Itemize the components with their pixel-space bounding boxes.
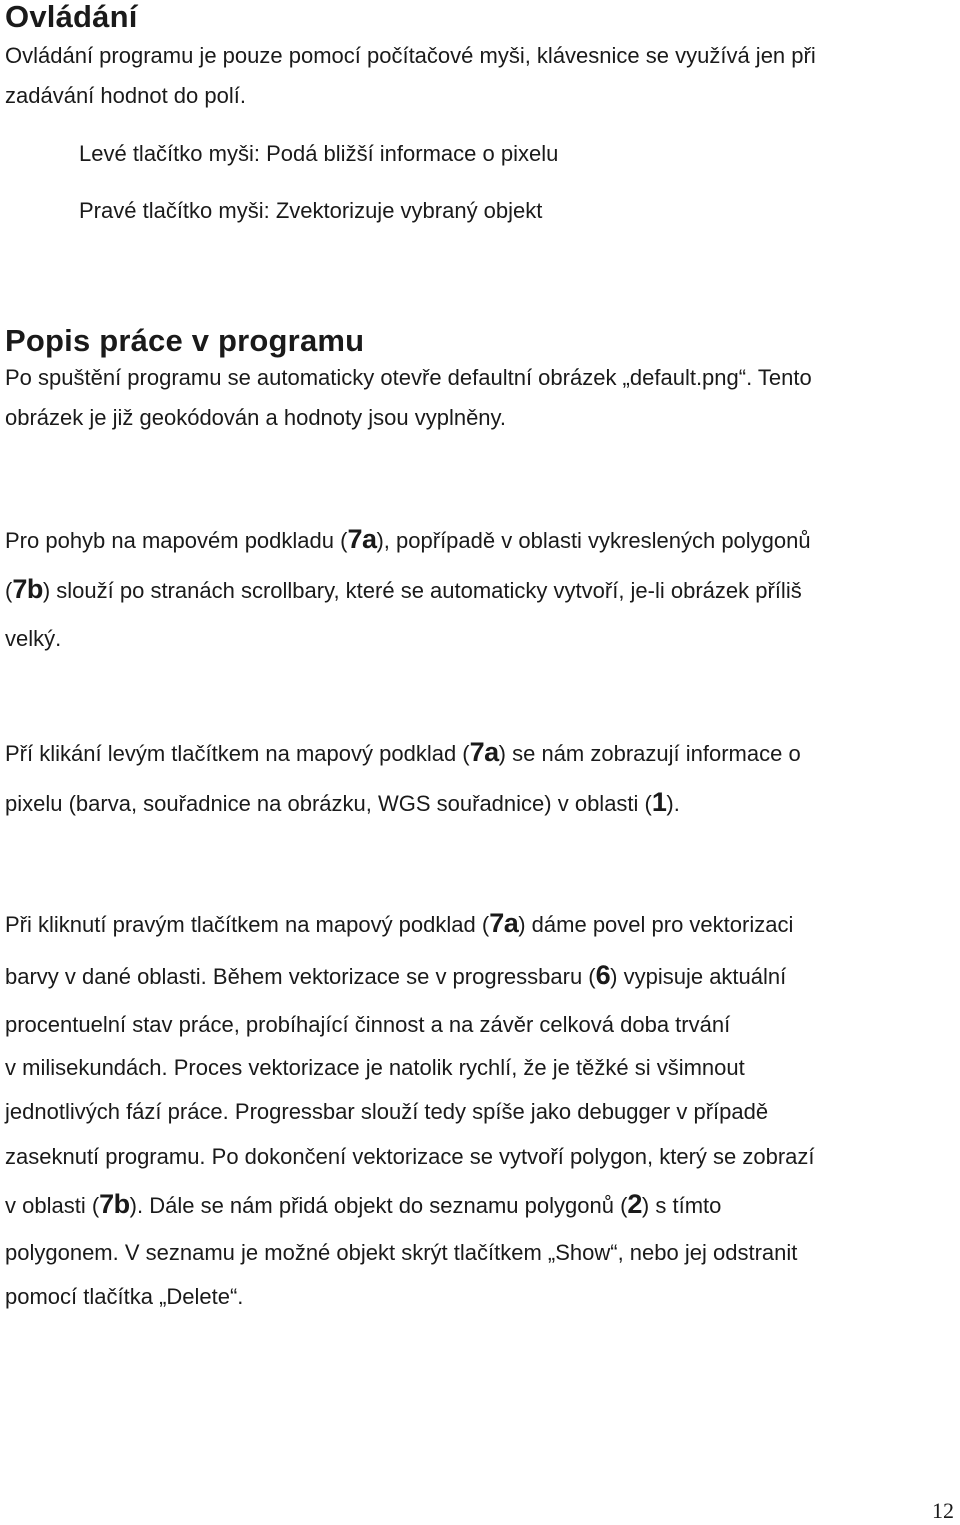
text-fragment: Pro pohyb na mapovém podkladu ( [5, 528, 348, 553]
text-fragment: ) s tímto [641, 1193, 722, 1218]
reference-7b: 7b [99, 1189, 130, 1219]
section-heading-ovladani: Ovládání [5, 0, 138, 34]
page-number: 12 [932, 1498, 954, 1523]
section-heading-popis: Popis práce v programu [5, 323, 365, 358]
text-fragment: ) dáme povel pro vektorizaci [518, 912, 794, 937]
reference-7a: 7a [347, 524, 377, 554]
text-fragment: ), popřípadě v oblasti vykreslených polygonů [376, 528, 811, 553]
text-fragment: ) vypisuje aktuální [610, 964, 787, 989]
text-fragment: ). [666, 791, 680, 816]
paragraph-right-click-line-9: pomocí tlačítka „Delete“. [5, 1284, 244, 1309]
intro-line-2: zadávání hodnot do polí. [5, 83, 246, 108]
intro-line-1: Ovládání programu je pouze pomocí počítačové myši, klávesnice se využívá jen při [5, 43, 816, 68]
text-fragment: pixelu (barva, souřadnice na obrázku, WGS souřadnice) v oblasti ( [5, 791, 652, 816]
text-fragment: barvy v dané oblasti. Během vektorizace se v progressbaru ( [5, 964, 596, 989]
paragraph-right-click-line-3: procentuelní stav práce, probíhající činnost a na závěr celková doba trvání [5, 1012, 731, 1037]
text-fragment: ). Dále se nám přidá objekt do seznamu polygonů ( [129, 1193, 628, 1218]
paragraph-scrollbars-line-3: velký. [5, 626, 62, 651]
paragraph-startup-line-1: Po spuštění programu se automaticky otevře defaultní obrázek „default.png“. Tento [5, 365, 812, 390]
text-fragment: ( [5, 578, 13, 603]
paragraph-right-click-line-2 [5, 950, 955, 1002]
paragraph-startup [5, 358, 955, 438]
reference-6: 6 [595, 960, 611, 990]
paragraph-scrollbars-line-1 [5, 515, 955, 565]
text-fragment: v oblasti ( [5, 1193, 100, 1218]
text-fragment: Pří klikání levým tlačítkem na mapový podklad ( [5, 741, 470, 766]
paragraph-left-click-line-2 [5, 778, 955, 828]
paragraph-right-click [5, 898, 955, 1319]
reference-1: 1 [651, 787, 667, 817]
paragraph-startup-line-2: obrázek je již geokódován a hodnoty jsou vyplněny. [5, 405, 507, 430]
reference-2: 2 [627, 1189, 642, 1219]
paragraph-right-click-line-8: polygonem. V seznamu je možné objekt skrýt tlačítkem „Show“, nebo jej odstranit [5, 1240, 798, 1265]
paragraph-right-click-line-7 [5, 1179, 955, 1231]
right-click-description: Pravé tlačítko myši: Zvektorizuje vybraný objekt [79, 198, 543, 223]
left-click-description: Levé tlačítko myši: Podá bližší informace o pixelu [79, 141, 559, 166]
paragraph-right-click-line-5: jednotlivých fází práce. Progressbar slouží tedy spíše jako debugger v případě [5, 1099, 769, 1124]
paragraph-left-click-line-1 [5, 728, 955, 778]
paragraph-scrollbars-line-2 [5, 565, 955, 615]
ovladani-section [5, 0, 955, 116]
paragraph-right-click-line-1 [5, 898, 955, 950]
text-fragment: Při kliknutí pravým tlačítkem na mapový podklad ( [5, 912, 490, 937]
reference-7a: 7a [469, 737, 499, 767]
paragraph-right-click-line-4: v milisekundách. Proces vektorizace je natolik rychlí, že je těžké si všimnout [5, 1055, 745, 1080]
paragraph-right-click-line-6: zaseknutí programu. Po dokončení vektorizace se vytvoří polygon, který se zobrazí [5, 1144, 815, 1169]
reference-7b: 7b [12, 574, 43, 604]
paragraph-left-click [5, 728, 955, 828]
reference-7a: 7a [489, 908, 519, 938]
text-fragment: ) slouží po stranách scrollbary, které se automaticky vytvoří, je-li obrázek příliš [42, 578, 802, 603]
text-fragment: ) se nám zobrazují informace o [498, 741, 801, 766]
paragraph-scrollbars [5, 515, 955, 663]
